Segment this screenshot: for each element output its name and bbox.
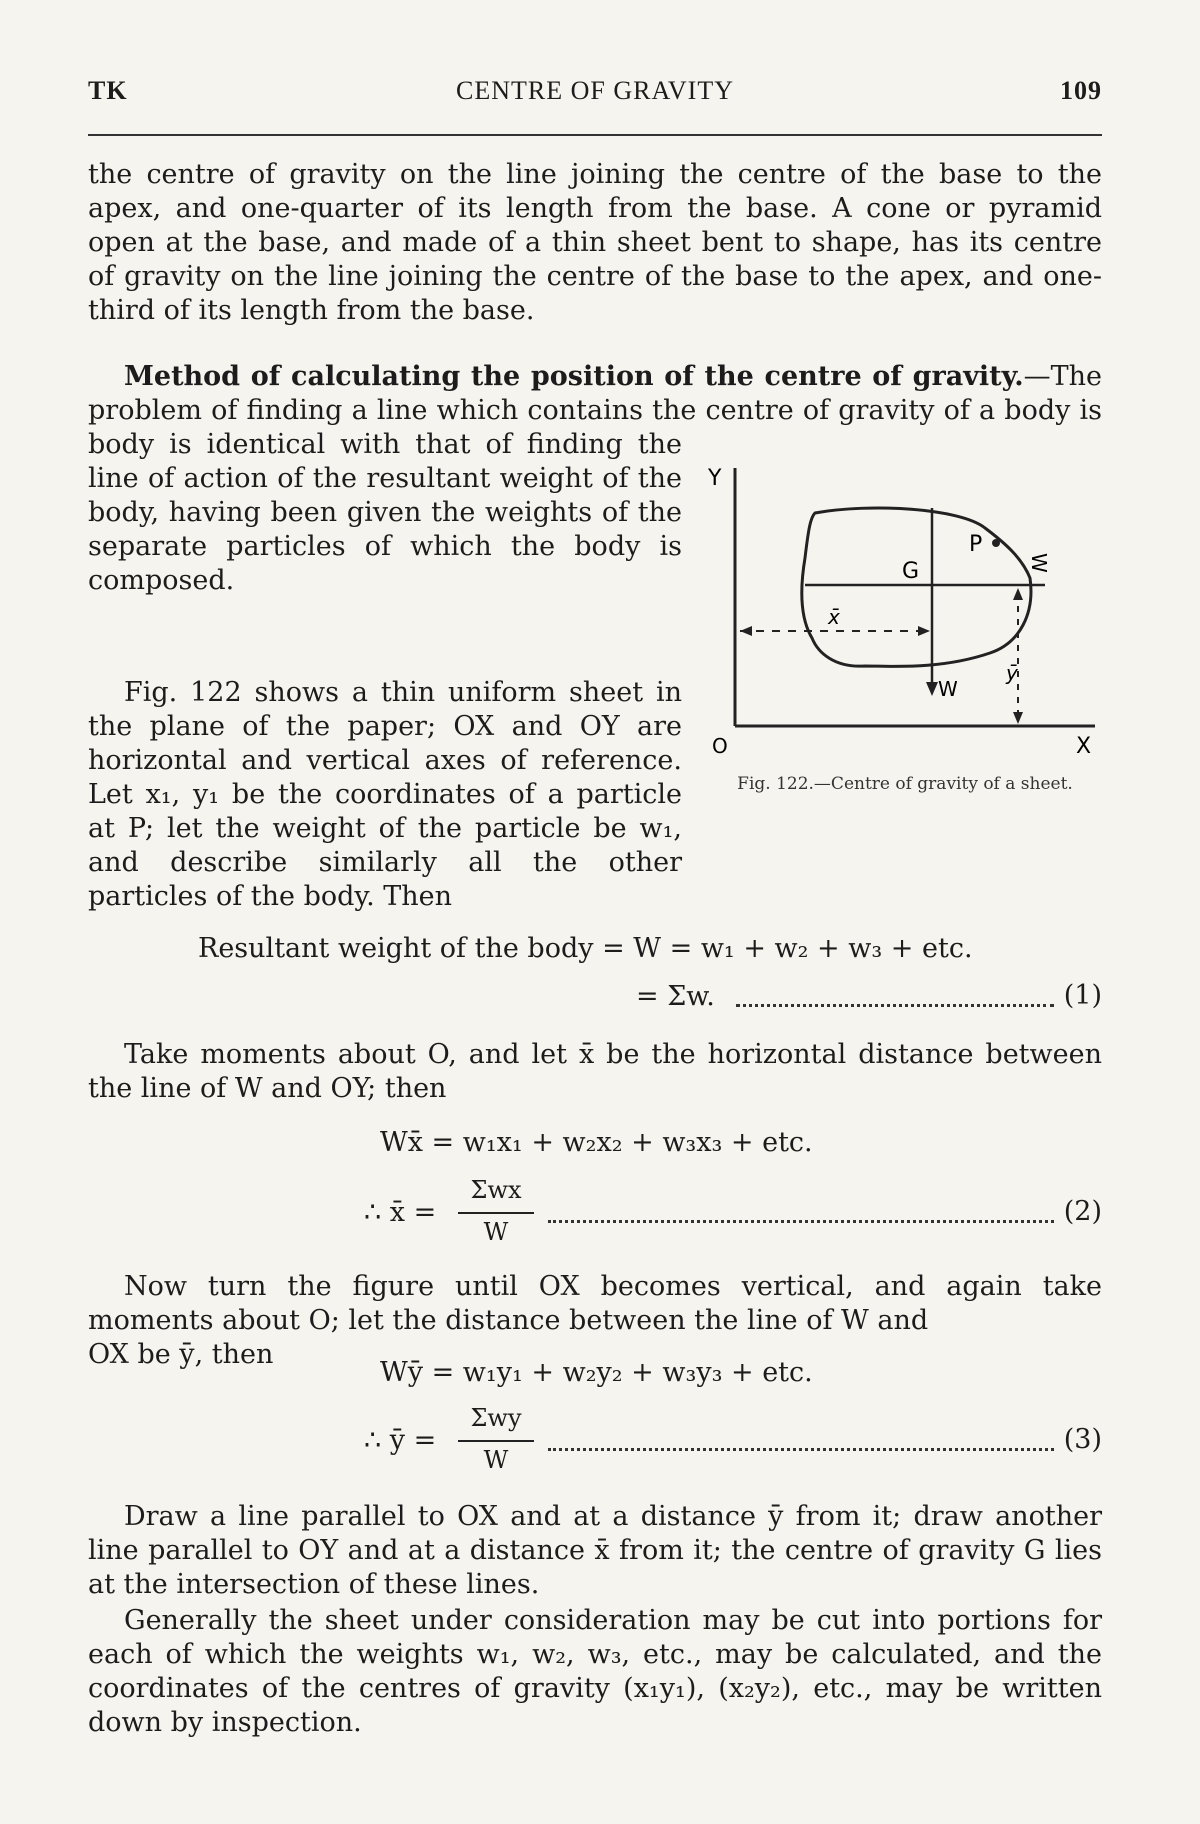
paragraph-2-wrap	[88, 428, 682, 634]
equation-2b-denominator: W	[483, 1218, 509, 1246]
paragraph-3: Fig. 122 shows a thin uniform sheet in the plane of the paper; OX and OY are horizontal and vertical axes of reference. Let x₁, y₁ be the coordinates of a particle at P; let the weight of the particle be w₁, and describe similarly all the other particles of the body. Then	[88, 677, 682, 912]
equation-1-number: (1)	[1063, 980, 1102, 1011]
equation-3b-numerator: Σwy	[470, 1404, 522, 1432]
xbar-arrow-left	[740, 626, 752, 636]
label-origin: O	[712, 734, 728, 758]
paragraph-2-lead	[88, 360, 1102, 428]
leader-2	[548, 1220, 1054, 1223]
label-g: G	[902, 559, 920, 584]
equation-3b-denominator: W	[483, 1446, 509, 1474]
equation-3b-fraction-bar	[458, 1440, 534, 1442]
equation-3-number: (3)	[1063, 1424, 1102, 1455]
equation-3b-lhs: ∴ ȳ =	[364, 1425, 437, 1456]
paragraph-2-text: —The problem of finding a line which contains the centre of gravity of a body is	[88, 361, 1102, 426]
sheet-outline	[802, 508, 1031, 666]
weight-arrow	[926, 682, 938, 696]
equation-2b-lhs: ∴ x̄ =	[364, 1197, 437, 1228]
paragraph-5a: Now turn the figure until OX becomes vertical, and again take moments about O; let the distance between the line of W and	[88, 1271, 1102, 1336]
point-p-marker	[992, 539, 1000, 547]
section-heading: Method of calculating the position of the centre of gravity.	[124, 361, 1024, 392]
figure-122	[700, 448, 1110, 768]
label-x-axis: X	[1076, 734, 1092, 759]
running-header	[88, 76, 1102, 112]
label-w-bottom: W	[938, 677, 958, 701]
leader-3	[548, 1448, 1054, 1451]
label-xbar: x̄	[828, 605, 840, 629]
paragraph-6: Draw a line parallel to OX and at a distance ȳ from it; draw another line parallel to OY and at a distance x̄ from it; the centre of gravity G lies at the intersection of these lines.	[88, 1501, 1102, 1600]
paragraph-4: Take moments about O, and let x̄ be the horizontal distance between the line of W and OY; then	[88, 1039, 1102, 1104]
paragraph-5b: OX be ȳ, then	[88, 1339, 274, 1370]
equation-3a: Wȳ = w₁y₁ + w₂y₂ + w₃y₃ + etc.	[380, 1357, 813, 1388]
header-rule	[88, 134, 1102, 136]
paragraph-2-wrap-inner: body is identical with that of finding the line of action of the resultant weight of the body, having been given the weights of the separate particles of which the body is composed.	[88, 429, 682, 596]
equation-2a: Wx̄ = w₁x₁ + w₂x₂ + w₃x₃ + etc.	[380, 1127, 813, 1158]
header-left-mark: TK	[88, 76, 128, 105]
label-ybar: ȳ	[1006, 661, 1018, 685]
paragraph-1: the centre of gravity on the line joining the centre of the base to the apex, and one-quarter of its length from the base. A cone or pyramid open at the base, and made of a thin sheet bent to shape, has its centre of gravity on the line joining the centre of the base to the apex, and one-third of its length from the base.	[88, 159, 1102, 326]
ybar-arrow-bottom	[1013, 712, 1023, 724]
figure-caption: Fig. 122.—Centre of gravity of a sheet.	[737, 774, 1073, 794]
equation-2-number: (2)	[1063, 1196, 1102, 1227]
paragraph-7: Generally the sheet under consideration may be cut into portions for each of which the weights w₁, w₂, w₃, etc., may be calculated, and the coordinates of the centres of gravity (x₁y₁), (x₂y₂), etc., may be written down by inspection.	[88, 1605, 1102, 1738]
ybar-arrow-top	[1013, 588, 1023, 600]
xbar-arrow-right	[918, 626, 930, 636]
label-w-side: W	[1027, 553, 1051, 573]
running-title: CENTRE OF GRAVITY	[456, 76, 734, 105]
equation-1a: Resultant weight of the body = W = w₁ + w₂ + w₃ + etc.	[198, 933, 973, 964]
equation-2b-fraction-bar	[458, 1212, 534, 1214]
leader-1	[736, 1004, 1054, 1007]
label-p: P	[969, 532, 983, 557]
equation-2b-numerator: Σwx	[470, 1176, 522, 1204]
label-y-axis: Y	[708, 466, 722, 491]
equation-1b: = Σw.	[636, 981, 715, 1012]
page-number: 109	[1060, 76, 1102, 105]
